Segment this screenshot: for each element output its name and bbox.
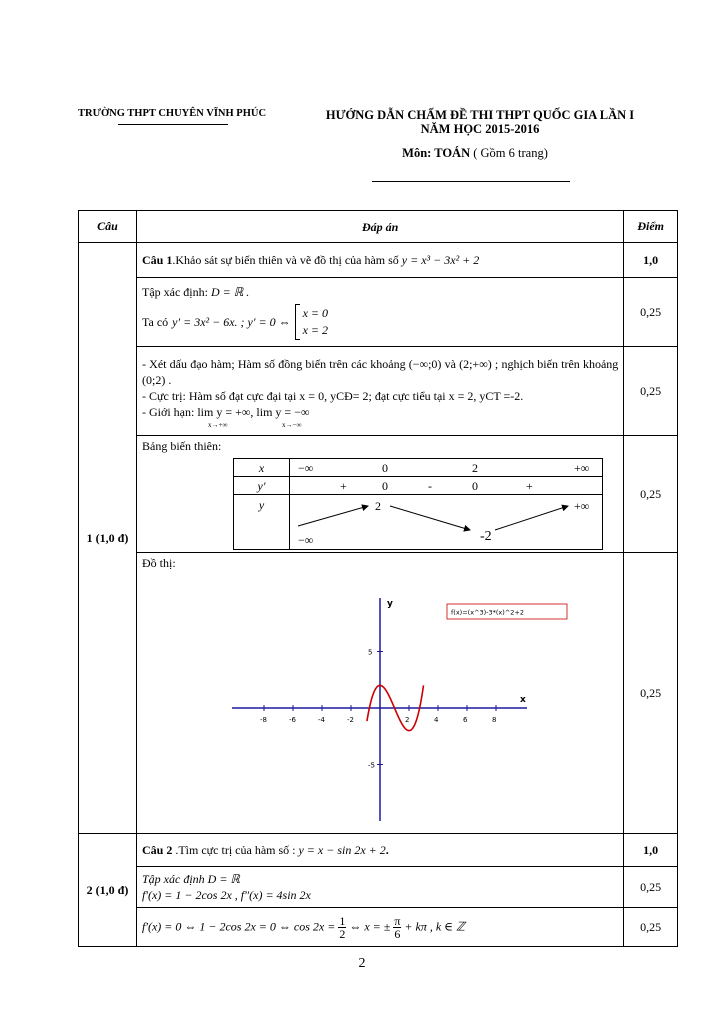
q2-label: Câu 2	[142, 843, 173, 857]
q2-solve-part-2: ⇔ x = ±	[346, 918, 394, 933]
arrow-down	[390, 506, 470, 530]
q2-row-1	[79, 867, 678, 908]
answer-table	[78, 210, 678, 947]
bbt-y-minus-inf: −∞	[298, 533, 314, 547]
bbt-x-3: +∞	[574, 461, 590, 475]
q1-limits-text: - Giới hạn: lim y = +∞, lim y = −∞	[142, 405, 310, 419]
q2-pi-num: π	[394, 913, 401, 928]
x-tick-label: 4	[434, 716, 439, 724]
arrow-up-1	[298, 506, 368, 526]
table-header	[79, 211, 678, 243]
bbt-yp-4: +	[526, 479, 533, 493]
subject-line	[330, 146, 620, 161]
q1-statement	[137, 243, 624, 278]
q2-title-row	[79, 834, 678, 867]
q2-pi-den: 6	[394, 926, 401, 941]
x-tick-label: -4	[318, 716, 325, 724]
x-tick-label: -2	[347, 716, 354, 724]
q1-label: Câu 1	[142, 253, 173, 267]
q1-derivative: y′ = 3x² − 6x. ; y′ = 0 ⇔	[172, 315, 291, 329]
q2-solve-part-3: + kπ , k ∈ ℤ	[401, 918, 465, 933]
bbt-x-2: 2	[472, 461, 478, 475]
bbt-y-min: -2	[480, 529, 492, 544]
q2-row-2	[79, 908, 678, 947]
y-tick-label: 5	[368, 648, 373, 657]
bbt-x-0: −∞	[298, 461, 314, 475]
school-name: TRƯỜNG THPT CHUYÊN VĨNH PHÚC	[78, 108, 267, 119]
school-underline	[118, 124, 228, 125]
x-axis-label: x	[520, 695, 526, 705]
q2-score: 1,0	[624, 834, 678, 867]
q1-variation-table-cell	[137, 436, 624, 553]
bbt-x-1: 0	[382, 461, 388, 475]
y-axis-label: y	[387, 599, 393, 609]
bbt-yp-0: +	[340, 479, 347, 493]
q2-solve-part-1: f′(x) = 0 ⇔ 1 − 2cos 2x = 0 ⇔ cos 2x =	[142, 918, 339, 933]
header-cau: Câu	[79, 211, 137, 243]
q1-bracket	[295, 304, 300, 340]
q1-bbt-title: Bảng biến thiên:	[142, 439, 222, 453]
x-tick-label: 6	[463, 716, 468, 724]
q2-derivative-expr: f′(x) = 1 − 2cos 2x , f″(x) = 4sin 2x	[142, 888, 311, 902]
bbt-y-label: y	[234, 495, 290, 550]
q1-graph-cell	[137, 553, 624, 834]
title-underline	[372, 181, 570, 182]
bbt-yp-1: 0	[382, 479, 388, 493]
q1-graph-title: Đồ thị:	[142, 556, 176, 570]
q1-domain-value: D = ℝ .	[210, 285, 250, 299]
bbt-yp-row	[290, 477, 603, 495]
q2-text: .Tìm cực trị của hàm số :	[172, 843, 299, 857]
q1-domain-label: Tập xác định:	[142, 285, 211, 299]
bbt-yp-label: y′	[234, 477, 290, 495]
q1-limit-sub-1: x→+∞	[208, 421, 228, 429]
q1-text: .Khảo sát sự biến thiên và vẽ đồ thị của hàm số	[172, 253, 402, 267]
page-number: 2	[358, 956, 366, 971]
bbt-y-row	[290, 495, 603, 550]
q1-roots	[303, 305, 328, 339]
q1-limit-sub-2: x→−∞	[282, 421, 302, 429]
q1-function: y = x³ − 3x² + 2	[401, 253, 480, 267]
q2-derivatives	[137, 867, 624, 908]
q1-row-4-score: 0,25	[624, 553, 678, 834]
q1-row-1-score: 0,25	[624, 278, 678, 347]
q2-frac-den: 2	[339, 926, 346, 941]
title-line-1: HƯỚNG DẪN CHẤM ĐỀ THI THPT QUỐC GIA LẦN I	[325, 108, 635, 122]
q1-extrema-text: - Cực trị: Hàm số đạt cực đại tại x = 0, yCĐ= 2; đạt cực tiểu tại x = 2, yCT =-2.	[142, 389, 524, 403]
q2-frac-num: 1	[339, 913, 346, 928]
q2-row-1-score: 0,25	[624, 867, 678, 908]
bbt-x-row	[290, 459, 603, 477]
document-title	[295, 108, 665, 136]
q2-domain: Tập xác định D = ℝ	[142, 872, 240, 886]
q1-row-3	[79, 436, 678, 553]
bbt-y-plus-inf: +∞	[574, 499, 590, 513]
legend-label: f(x)=(x^3)-3*(x)^2+2	[451, 608, 524, 617]
subject-label: Môn: TOÁN	[402, 146, 471, 160]
function-graph	[142, 571, 608, 831]
q1-monotonicity	[137, 347, 624, 436]
variation-table	[233, 458, 603, 550]
q1-row-3-score: 0,25	[624, 436, 678, 553]
subject-note: ( Gồm 6 trang)	[470, 146, 548, 160]
x-tick-label: 8	[492, 716, 497, 724]
q1-row-2-score: 0,25	[624, 347, 678, 436]
q2-solve	[137, 908, 624, 947]
q1-domain-derivative	[137, 278, 624, 347]
bbt-yp-2: -	[428, 479, 432, 493]
title-line-2: NĂM HỌC 2015-2016	[420, 122, 540, 136]
q1-limits	[142, 404, 618, 429]
q1-root-0: x = 0	[302, 306, 329, 320]
q2-statement: Câu 2 .Tìm cực trị của hàm số : y = x − sin 2x + 2.	[137, 834, 624, 867]
x-tick-label: 2	[405, 716, 410, 724]
q1-row-1	[79, 278, 678, 347]
q1-taco: Ta có	[142, 315, 169, 329]
bbt-arrows	[290, 496, 602, 548]
x-tick-label: -6	[289, 716, 296, 724]
q2-row-2-score: 0,25	[624, 908, 678, 947]
q1-row-2	[79, 347, 678, 436]
y-tick-label: -5	[368, 761, 375, 770]
bbt-y-max: 2	[375, 499, 381, 513]
q1-score: 1,0	[624, 243, 678, 278]
q1-title-row	[79, 243, 678, 278]
q1-number: 1 (1,0 đ)	[79, 243, 137, 834]
arrow-up-2	[495, 506, 568, 530]
bbt-x-label: x	[234, 459, 290, 477]
q1-root-2: x = 2	[302, 323, 329, 337]
q1-monotonic-text: - Xét dấu đạo hàm; Hàm số đồng biến trên các khoảng (−∞;0) và (2;+∞) ; nghịch biến trên khoảng (0;2) .	[142, 357, 619, 387]
header-dapan: Đáp án	[137, 211, 624, 243]
header-diem: Điểm	[624, 211, 678, 243]
q2-number: 2 (1,0 đ)	[79, 834, 137, 947]
q2-function: y = x − sin 2x + 2	[298, 843, 386, 857]
x-tick-label: -8	[260, 716, 267, 724]
bbt-yp-3: 0	[472, 479, 478, 493]
q1-row-4	[79, 553, 678, 834]
